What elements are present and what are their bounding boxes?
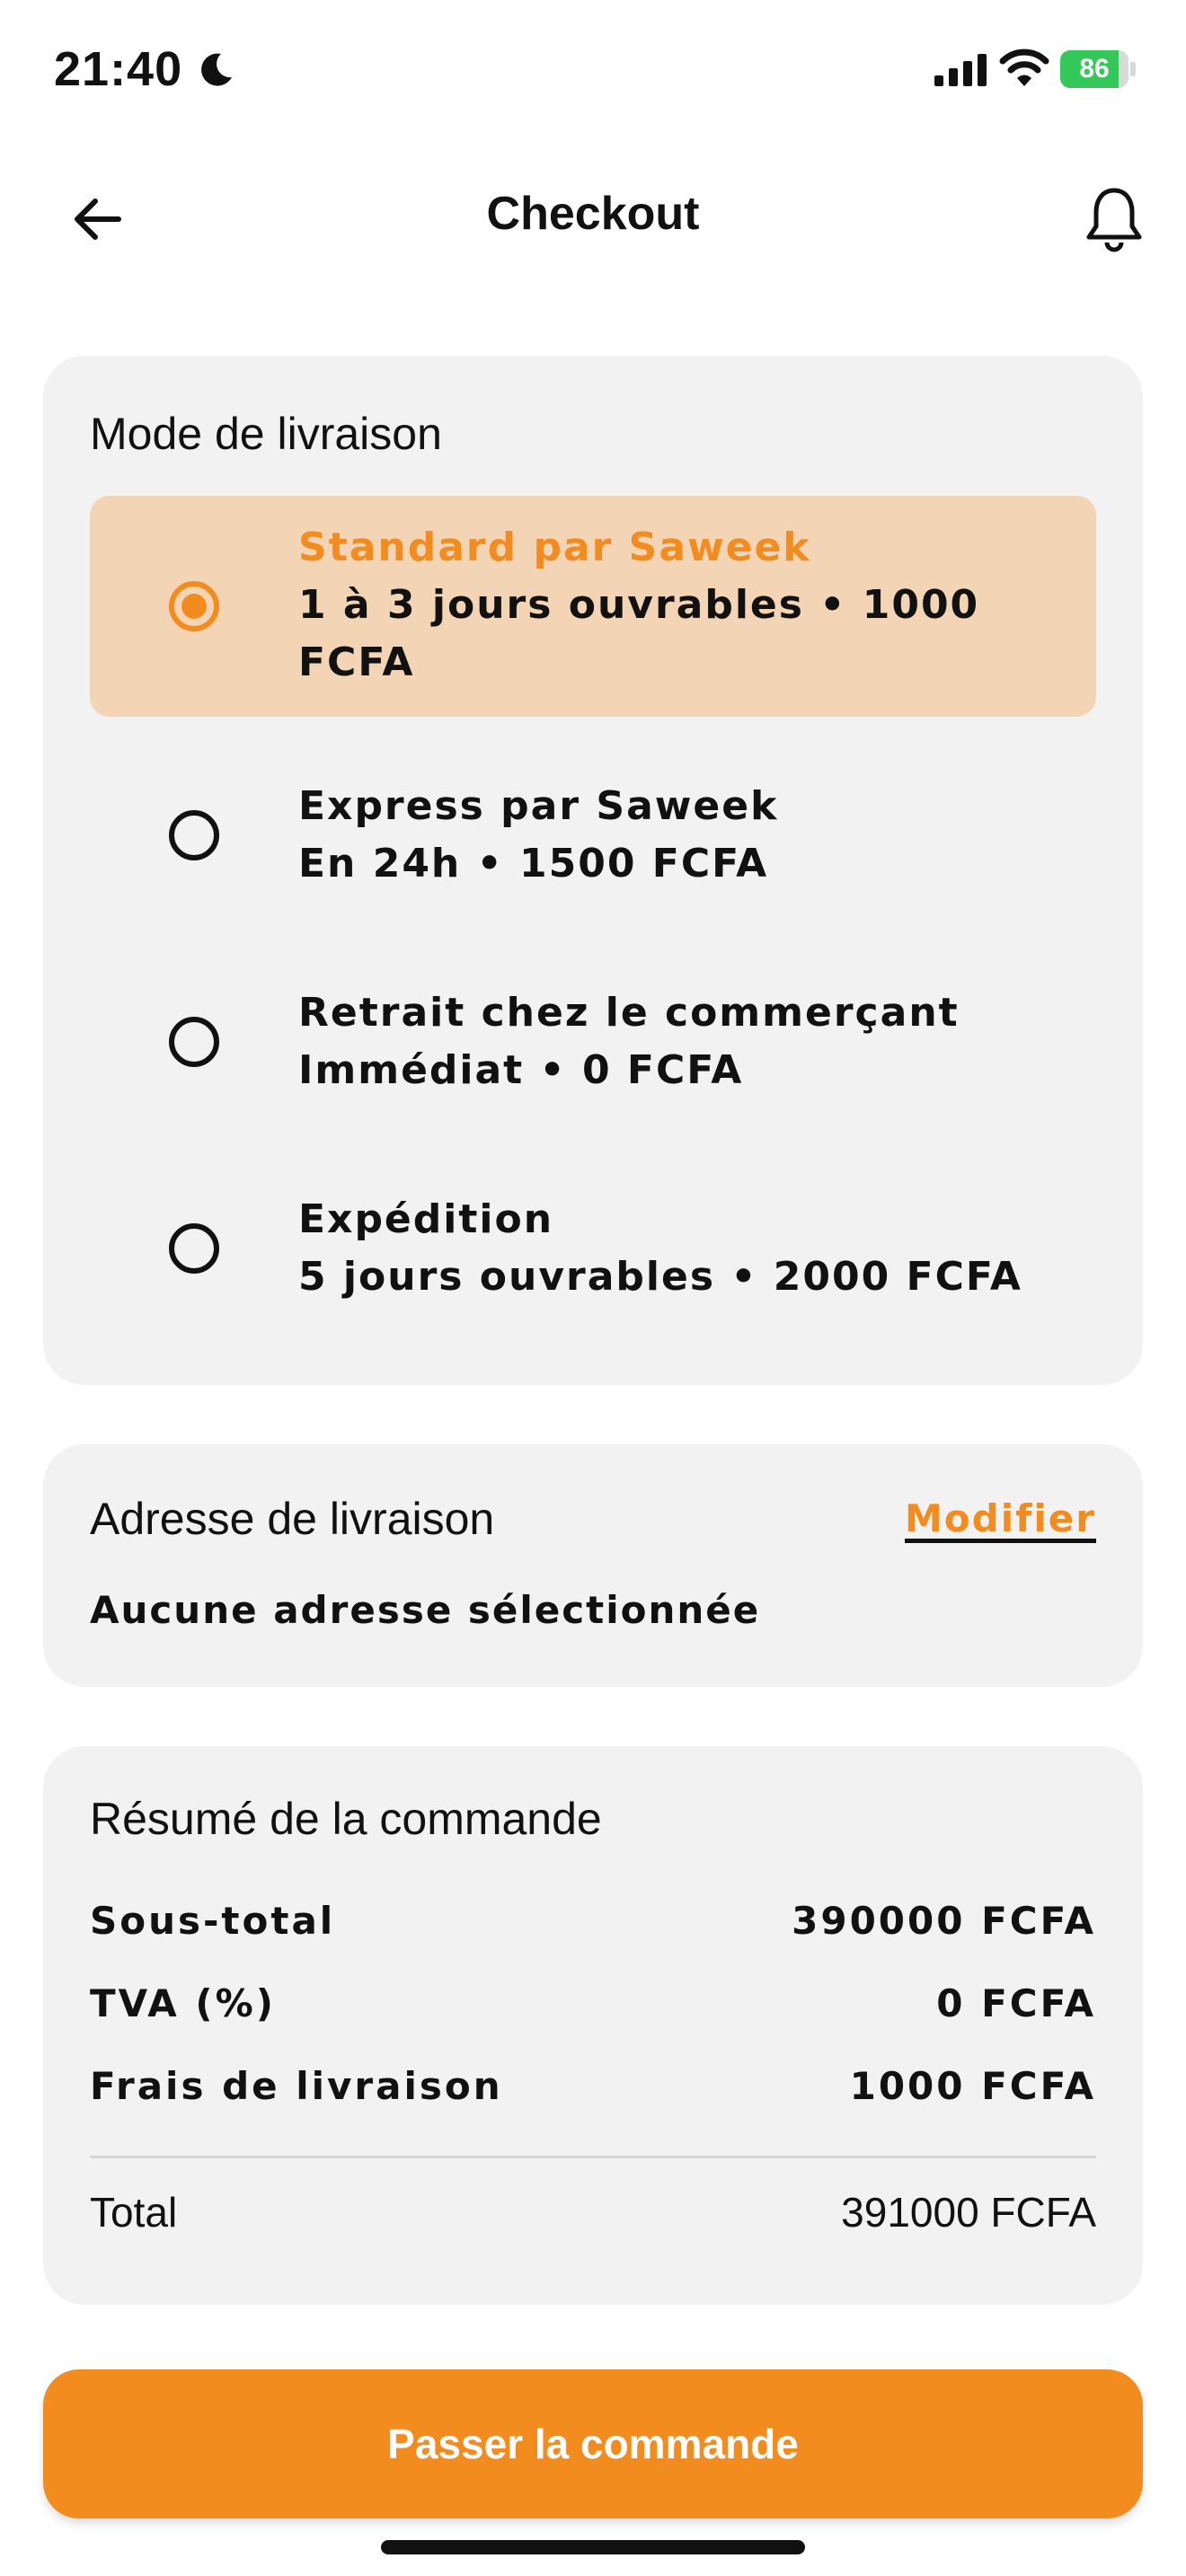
summary-value: 390000 FCFA [792, 1899, 1096, 1943]
summary-label: Sous-total [90, 1899, 336, 1943]
place-order-button[interactable] [43, 2369, 1143, 2519]
delivery-address-title: Adresse de livraison [90, 1494, 495, 1544]
option-description: En 24h • 1500 FCFA [298, 841, 769, 887]
summary-row-delivery-fee [90, 2064, 1096, 2122]
page-title: Checkout [486, 188, 700, 240]
total-label: Total [90, 2189, 178, 2236]
radio-button[interactable] [169, 1223, 219, 1274]
summary-row-subtotal [90, 1899, 1096, 1956]
option-description: 5 jours ouvrables • 2000 FCFA [298, 1254, 1022, 1300]
signal-icon [934, 54, 988, 86]
option-name: Expédition [298, 1196, 554, 1242]
moon-icon [196, 50, 235, 90]
status-time: 21:40 [54, 42, 183, 96]
summary-value: 1000 FCFA [849, 2064, 1096, 2108]
home-indicator [381, 2540, 805, 2554]
radio-button-selected[interactable] [169, 581, 219, 631]
order-summary-title: Résumé de la commande [90, 1794, 602, 1844]
summary-divider [90, 2156, 1096, 2158]
wifi-icon [999, 49, 1049, 88]
status-bar [0, 0, 1186, 135]
delivery-mode-card [43, 356, 1143, 1385]
total-value: 391000 FCFA [841, 2189, 1096, 2236]
delivery-address-card [43, 1444, 1143, 1687]
delivery-option-standard[interactable] [90, 496, 1096, 717]
summary-label: TVA (%) [90, 1981, 276, 2025]
battery-icon [1060, 50, 1136, 88]
summary-row-vat [90, 1981, 1096, 2039]
option-name: Express par Saweek [298, 783, 779, 829]
order-summary-card [43, 1746, 1143, 2305]
place-order-label: Passer la commande [387, 2421, 799, 2467]
option-name: Standard par Saweek [298, 525, 811, 570]
address-empty-text: Aucune adresse sélectionnée [90, 1588, 761, 1632]
bell-icon[interactable] [1084, 185, 1145, 253]
delivery-option-express[interactable] [90, 754, 1096, 916]
delivery-option-shipping[interactable] [90, 1168, 1096, 1329]
battery-level: 86 [1079, 54, 1110, 84]
radio-button[interactable] [169, 810, 219, 860]
summary-row-total [90, 2188, 1096, 2245]
delivery-mode-title: Mode de livraison [90, 409, 442, 459]
modify-address-link[interactable]: Modifier [905, 1496, 1096, 1540]
delivery-option-pickup[interactable] [90, 961, 1096, 1123]
radio-button[interactable] [169, 1017, 219, 1067]
option-name: Retrait chez le commerçant [298, 990, 960, 1036]
summary-value: 0 FCFA [936, 1981, 1096, 2025]
option-description: 1 à 3 jours ouvrables • 1000 FCFA [298, 582, 980, 685]
option-description: Immédiat • 0 FCFA [298, 1047, 744, 1093]
summary-label: Frais de livraison [90, 2064, 503, 2108]
